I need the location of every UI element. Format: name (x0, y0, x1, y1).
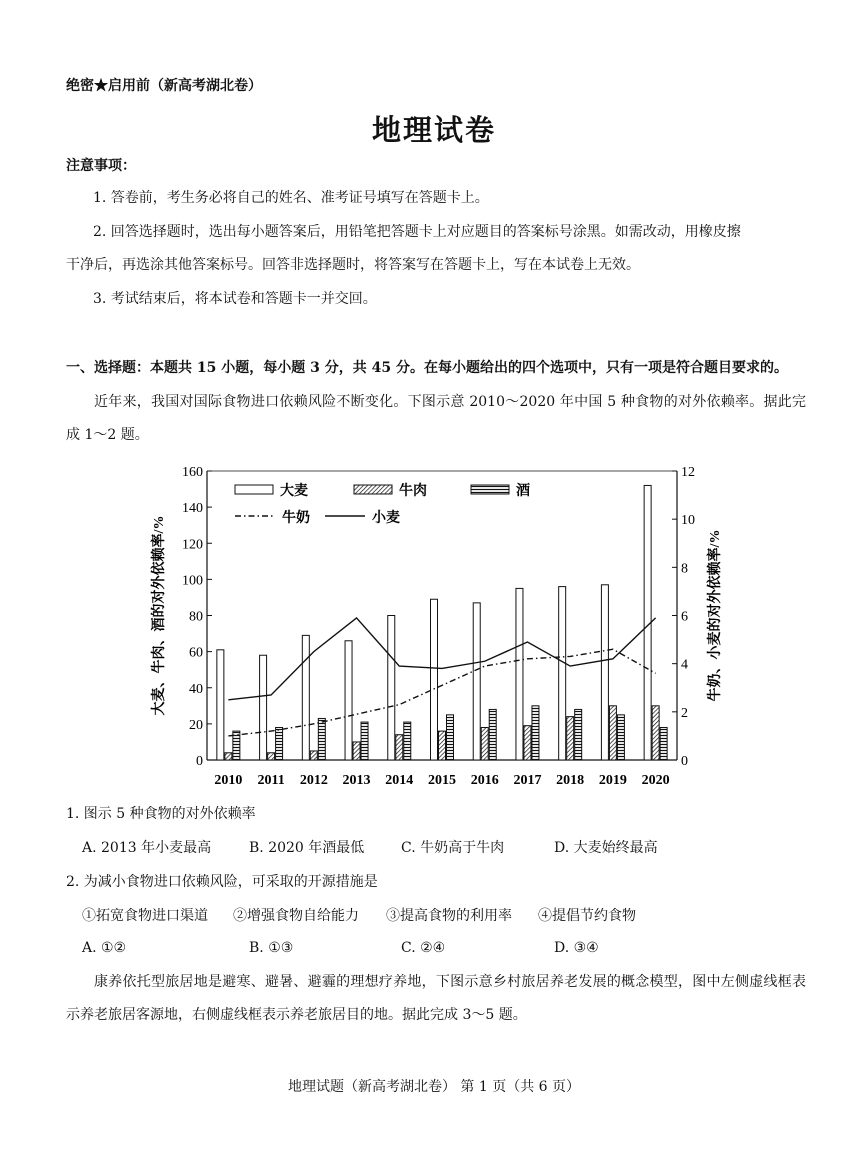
legend-label: 酒 (516, 484, 530, 499)
bar-liquor (447, 715, 454, 760)
section-heading: 一、选择题：本题共 15 小题，每小题 3 分，共 45 分。在每小题给出的四个选项中，只有一项是符合题目要求的。 (66, 360, 788, 376)
q2-option-d[interactable]: D. ③④ (554, 940, 599, 956)
x-tick-label: 2020 (641, 773, 670, 788)
q1-option-d[interactable]: D. 大麦始终最高 (554, 840, 658, 856)
y-axis-title: 大麦、牛肉、酒的对外依赖率/% (152, 515, 167, 716)
dependency-chart (140, 458, 740, 792)
notes-heading: 注意事项： (66, 158, 136, 174)
legend-swatch (235, 485, 273, 494)
intro-paragraph-1: 近年来，我国对国际食物进口依赖风险不断变化。下图示意 2010～2020 年中国 5 种食物的对外依赖率。据此完成 1～2 题。 (66, 394, 806, 443)
y2-tick-label: 4 (681, 657, 688, 673)
y-tick-label: 120 (182, 537, 203, 553)
q1-option-c[interactable]: C. 牛奶高于牛肉 (401, 840, 505, 856)
bar-barley (601, 585, 608, 760)
bar-liquor (361, 722, 368, 760)
bar-beef (481, 727, 488, 760)
q2-option-c[interactable]: C. ②④ (401, 940, 446, 956)
bar-barley (473, 603, 480, 760)
note-item-3: 3. 考试结束后，将本试卷和答题卡一并交回。 (93, 291, 377, 307)
bar-beef (439, 731, 446, 760)
y-tick-label: 80 (189, 609, 203, 625)
legend-label: 牛奶 (282, 511, 310, 526)
legend-label: 牛肉 (399, 484, 427, 499)
x-tick-label: 2017 (513, 773, 542, 788)
line-wheat (228, 618, 655, 700)
q2-measure-4: ④提倡节约食物 (538, 908, 636, 924)
question-2-stem: 2. 为减小食物进口依赖风险，可采取的开源措施是 (66, 874, 378, 890)
y2-tick-label: 2 (681, 705, 688, 721)
bar-beef (524, 726, 531, 760)
bar-beef (225, 753, 232, 760)
q2-measure-1: ①拓宽食物进口渠道 (82, 908, 208, 924)
bar-beef (396, 735, 403, 760)
legend-label: 小麦 (372, 511, 400, 526)
y-tick-label: 160 (182, 465, 203, 480)
x-tick-label: 2016 (470, 773, 499, 788)
bar-liquor (532, 706, 539, 760)
legend-swatch (471, 485, 509, 494)
q2-option-b[interactable]: B. ①③ (249, 940, 294, 956)
note-item-2-continued: 干净后，再选涂其他答案标号。回答非选择题时，将答案写在答题卡上，写在本试卷上无效。 (66, 257, 640, 273)
bar-barley (516, 588, 523, 760)
x-tick-label: 2013 (342, 773, 371, 788)
y2-tick-label: 8 (681, 561, 688, 577)
bar-beef (353, 742, 360, 760)
bar-liquor (318, 718, 325, 760)
y-tick-label: 0 (196, 754, 203, 769)
legend-label: 大麦 (280, 484, 308, 499)
x-tick-label: 2012 (299, 773, 328, 788)
x-tick-label: 2018 (556, 773, 585, 788)
y2-tick-label: 12 (681, 465, 695, 480)
note-item-1: 1. 答卷前，考生务必将自己的姓名、准考证号填写在答题卡上。 (93, 190, 489, 206)
y-tick-label: 20 (189, 717, 203, 733)
bar-barley (388, 616, 395, 761)
x-tick-label: 2011 (257, 773, 285, 788)
q1-option-a[interactable]: A. 2013 年小麦最高 (82, 840, 212, 856)
bar-barley (302, 635, 309, 760)
bar-beef (652, 706, 659, 760)
bar-beef (268, 753, 275, 760)
bar-barley (431, 599, 438, 760)
bar-beef (310, 751, 317, 760)
bar-beef (609, 706, 616, 760)
bar-barley (260, 655, 267, 760)
q1-option-b[interactable]: B. 2020 年酒最低 (249, 840, 365, 856)
bar-barley (345, 641, 352, 760)
note-item-2: 2. 回答选择题时，选出每小题答案后，用铅笔把答题卡上对应题目的答案标号涂黑。如需改动，用橡皮擦 (93, 224, 741, 240)
y2-tick-label: 10 (681, 513, 695, 529)
y2-tick-label: 0 (681, 754, 688, 769)
page-title: 地理试卷 (371, 113, 496, 147)
page-footer: 地理试题（新高考湖北卷） 第 1 页（共 6 页） (287, 1079, 581, 1095)
x-tick-label: 2015 (428, 773, 456, 788)
bar-liquor (276, 727, 283, 760)
y-tick-label: 60 (189, 645, 203, 661)
x-tick-label: 2010 (214, 773, 243, 788)
bar-liquor (404, 722, 411, 760)
y2-tick-label: 6 (681, 609, 688, 625)
bar-liquor (617, 715, 624, 760)
intro-paragraph-2: 康养依托型旅居地是避寒、避暑、避霾的理想疗养地，下图示意乡村旅居养老发展的概念模型，图中左侧虚线框表示养老旅居客源地，右侧虚线框表示养老旅居目的地。据此完成 3～5 题。 (66, 974, 806, 1023)
x-tick-label: 2014 (385, 773, 414, 788)
y-tick-label: 100 (182, 573, 203, 589)
bar-liquor (660, 727, 667, 760)
bar-beef (567, 717, 574, 760)
bar-barley (559, 587, 566, 760)
q2-measure-3: ③提高食物的利用率 (386, 908, 512, 924)
bar-liquor (575, 709, 582, 760)
bar-barley (217, 650, 224, 760)
bar-liquor (489, 709, 496, 760)
secret-label: 绝密★启用前（新高考湖北卷） (66, 78, 262, 94)
q2-measure-2: ②增强食物自给能力 (233, 908, 359, 924)
question-1-stem: 1. 图示 5 种食物的对外依赖率 (66, 806, 256, 822)
legend-swatch (354, 485, 392, 494)
y-tick-label: 140 (182, 501, 203, 517)
q2-option-a[interactable]: A. ①② (82, 940, 127, 956)
y-tick-label: 40 (189, 681, 203, 697)
y2-axis-title: 牛奶、小麦的对外依赖率/% (708, 529, 723, 702)
x-tick-label: 2019 (598, 773, 627, 788)
